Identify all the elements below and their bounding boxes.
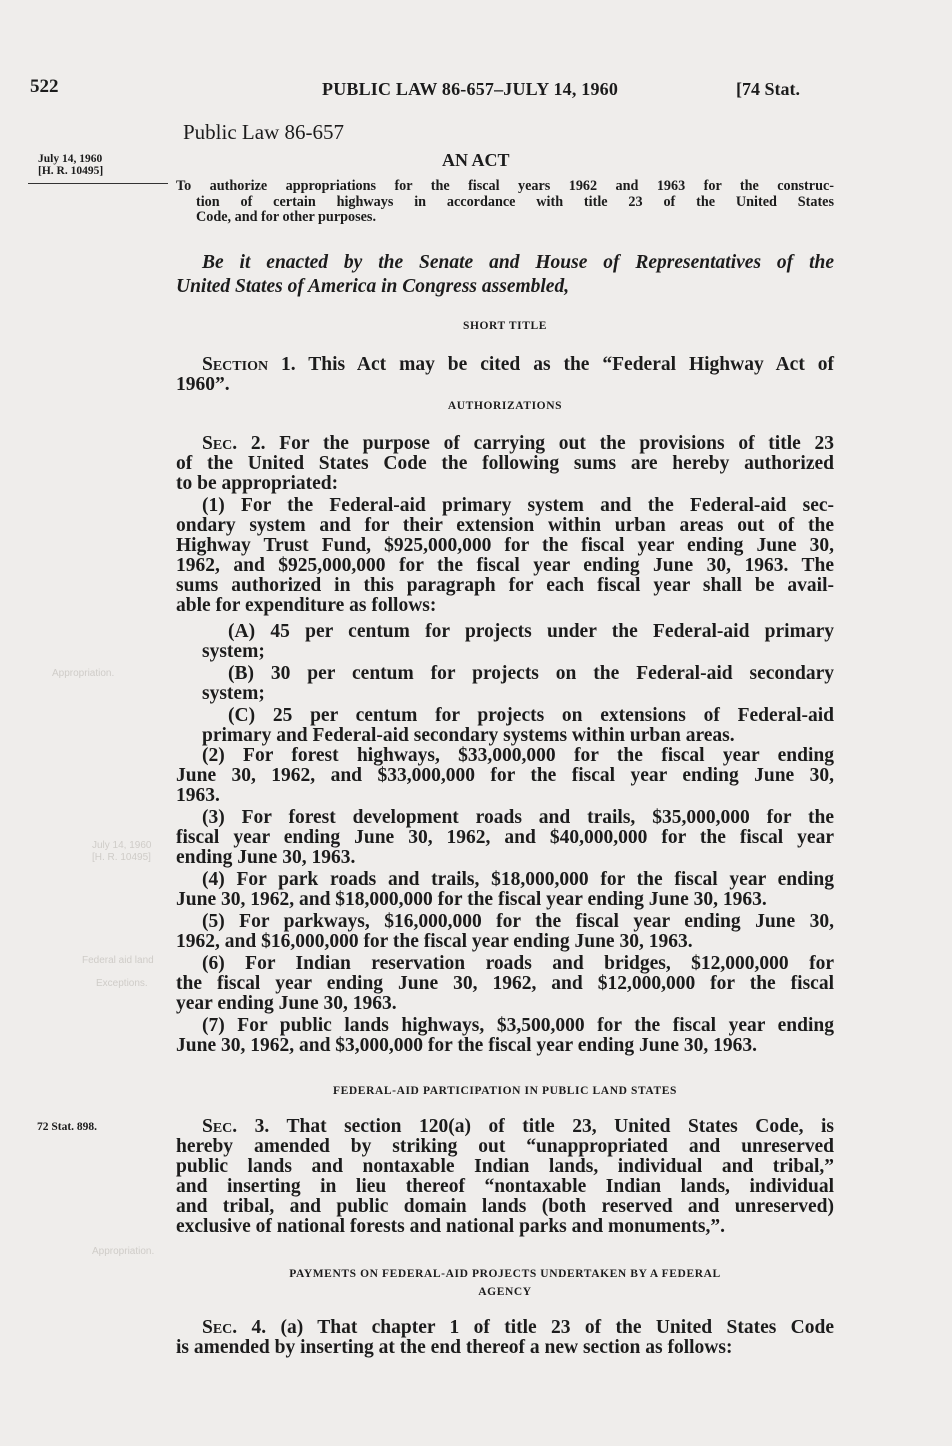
section-3-text: [176, 1117, 834, 1237]
text-line: June 30, 1962, and $18,000,000 for the fiscal year ending June 30, 1963.: [176, 889, 767, 910]
margin-bill-number: [H. R. 10495]: [38, 165, 104, 177]
bleed-note: Appropriation.: [52, 668, 115, 679]
act-heading: AN ACT: [442, 150, 510, 170]
subparagraph-a: [202, 622, 834, 662]
text-line: 1962, and $925,000,000 for the fiscal year ending June 30, 1963. The: [176, 555, 834, 576]
text-line: (6) For Indian reservation roads and bridges, $12,000,000 for: [202, 953, 834, 974]
section-heading: FEDERAL-AID PARTICIPATION IN PUBLIC LAND STATES: [333, 1085, 677, 1097]
bleed-note: Appropriation.: [92, 1246, 155, 1257]
bleed-note: Federal aid land: [82, 955, 154, 966]
bleed-note: [H. R. 10495]: [92, 852, 151, 863]
bleed-note: July 14, 1960: [92, 840, 152, 851]
purpose-line: Code, and for other purposes.: [196, 209, 376, 225]
text-line: ondary system and for their extension within urban areas out of the: [176, 515, 834, 536]
text-line: of the United States Code the following sums are hereby authorized: [176, 453, 834, 474]
text-line: year ending June 30, 1963.: [176, 993, 397, 1014]
margin-stat-reference: 72 Stat. 898.: [37, 1121, 98, 1133]
text-line: This Act may be cited as the “Federal Highway Act of: [295, 354, 834, 375]
text-line: sums authorized in this paragraph for each fiscal year shall be avail-: [176, 575, 834, 596]
text-line: hereby amended by striking out “unappropriated and unreserved: [176, 1136, 834, 1157]
paragraph-3: [176, 808, 834, 868]
text-line: primary and Federal-aid secondary systems within urban areas.: [202, 725, 735, 746]
section-2-intro: [176, 434, 834, 494]
purpose-line: tion of certain highways in accordance with title 23 of the United States: [196, 193, 834, 210]
text-line: (3) For forest development roads and trails, $35,000,000 for the: [202, 807, 834, 828]
text-line: Highway Trust Fund, $925,000,000 for the fiscal year ending June 30,: [176, 535, 834, 556]
text-line: 1962, and $16,000,000 for the fiscal year ending June 30, 1963.: [176, 931, 693, 952]
paragraph-5: [176, 912, 834, 952]
text-line: June 30, 1962, and $33,000,000 for the fiscal year ending June 30,: [176, 765, 834, 786]
subparagraph-c: [202, 706, 834, 746]
section-4-text: [176, 1318, 834, 1358]
paragraph-7: [176, 1016, 834, 1056]
text-line: 1960”.: [176, 374, 230, 395]
text-line: (7) For public lands highways, $3,500,000 for the fiscal year ending: [202, 1015, 834, 1036]
text-line: public lands and nontaxable Indian lands, individual and tribal,”: [176, 1156, 834, 1177]
text-line: able for expenditure as follows:: [176, 595, 437, 616]
enacting-clause: [176, 251, 834, 299]
text-line: That section 120(a) of title 23, United States Code, is: [269, 1116, 834, 1137]
running-head: PUBLIC LAW 86-657–JULY 14, 1960: [322, 79, 619, 99]
text-line: (4) For park roads and trails, $18,000,000 for the fiscal year ending: [202, 869, 834, 890]
text-line: system;: [202, 641, 265, 662]
section-label: Sec. 2.: [202, 433, 266, 454]
section-1-text: [176, 355, 834, 395]
enacting-line: United States of America in Congress assembled,: [176, 276, 570, 297]
text-line: is amended by inserting at the end thereof a new section as follows:: [176, 1337, 733, 1358]
text-line: and tribal, and public domain lands (both reserved and unreserved): [176, 1196, 834, 1217]
text-line: (B) 30 per centum for projects on the Federal-aid secondary: [228, 663, 834, 684]
section-heading: AGENCY: [478, 1286, 532, 1298]
page-number: 522: [30, 76, 59, 97]
act-purpose: [176, 179, 834, 226]
law-title: Public Law 86-657: [183, 120, 344, 144]
text-line: to be appropriated:: [176, 473, 339, 494]
enacting-line: Be it enacted by the Senate and House of Representatives of the: [202, 252, 834, 273]
margin-rule: [28, 183, 168, 184]
section-heading: SHORT TITLE: [462, 320, 548, 332]
section-label: Section 1.: [202, 354, 296, 375]
paragraph-4: [176, 870, 834, 910]
volume-reference: [74 Stat.: [736, 79, 800, 99]
text-line: (5) For parkways, $16,000,000 for the fiscal year ending June 30,: [202, 911, 834, 932]
paragraph-1: [176, 496, 834, 616]
text-line: (1) For the Federal-aid primary system and the Federal-aid sec-: [202, 495, 834, 516]
text-line: (2) For forest highways, $33,000,000 for the fiscal year ending: [202, 745, 834, 766]
text-line: (A) 45 per centum for projects under the Federal-aid primary: [228, 621, 834, 642]
text-line: 1963.: [176, 785, 220, 806]
text-line: (a) That chapter 1 of title 23 of the United States Code: [266, 1317, 834, 1338]
bleed-note: Exceptions.: [96, 978, 148, 989]
paragraph-2: [176, 746, 834, 806]
text-line: system;: [202, 683, 265, 704]
text-line: For the purpose of carrying out the provisions of title 23: [265, 433, 835, 454]
text-line: ending June 30, 1963.: [176, 847, 356, 868]
text-line: June 30, 1962, and $3,000,000 for the fiscal year ending June 30, 1963.: [176, 1035, 758, 1056]
text-line: (C) 25 per centum for projects on extensions of Federal-aid: [228, 705, 834, 726]
section-label: Sec. 3.: [202, 1116, 270, 1137]
section-label: Sec. 4.: [202, 1317, 267, 1338]
section-heading: PAYMENTS ON FEDERAL-AID PROJECTS UNDERTAKEN BY A FEDERAL: [289, 1268, 721, 1280]
section-heading: AUTHORIZATIONS: [447, 400, 563, 412]
subparagraph-b: [202, 664, 834, 704]
text-line: exclusive of national forests and national parks and monuments,”.: [176, 1216, 725, 1237]
text-line: the fiscal year ending June 30, 1962, and $12,000,000 for the fiscal: [176, 973, 834, 994]
text-line: fiscal year ending June 30, 1962, and $40,000,000 for the fiscal year: [176, 827, 834, 848]
paragraph-6: [176, 954, 834, 1014]
purpose-line: To authorize appropriations for the fiscal years 1962 and 1963 for the construc-: [176, 178, 834, 194]
margin-date: July 14, 1960: [38, 153, 103, 165]
text-line: and inserting in lieu thereof “nontaxable Indian lands, individual: [176, 1176, 834, 1197]
